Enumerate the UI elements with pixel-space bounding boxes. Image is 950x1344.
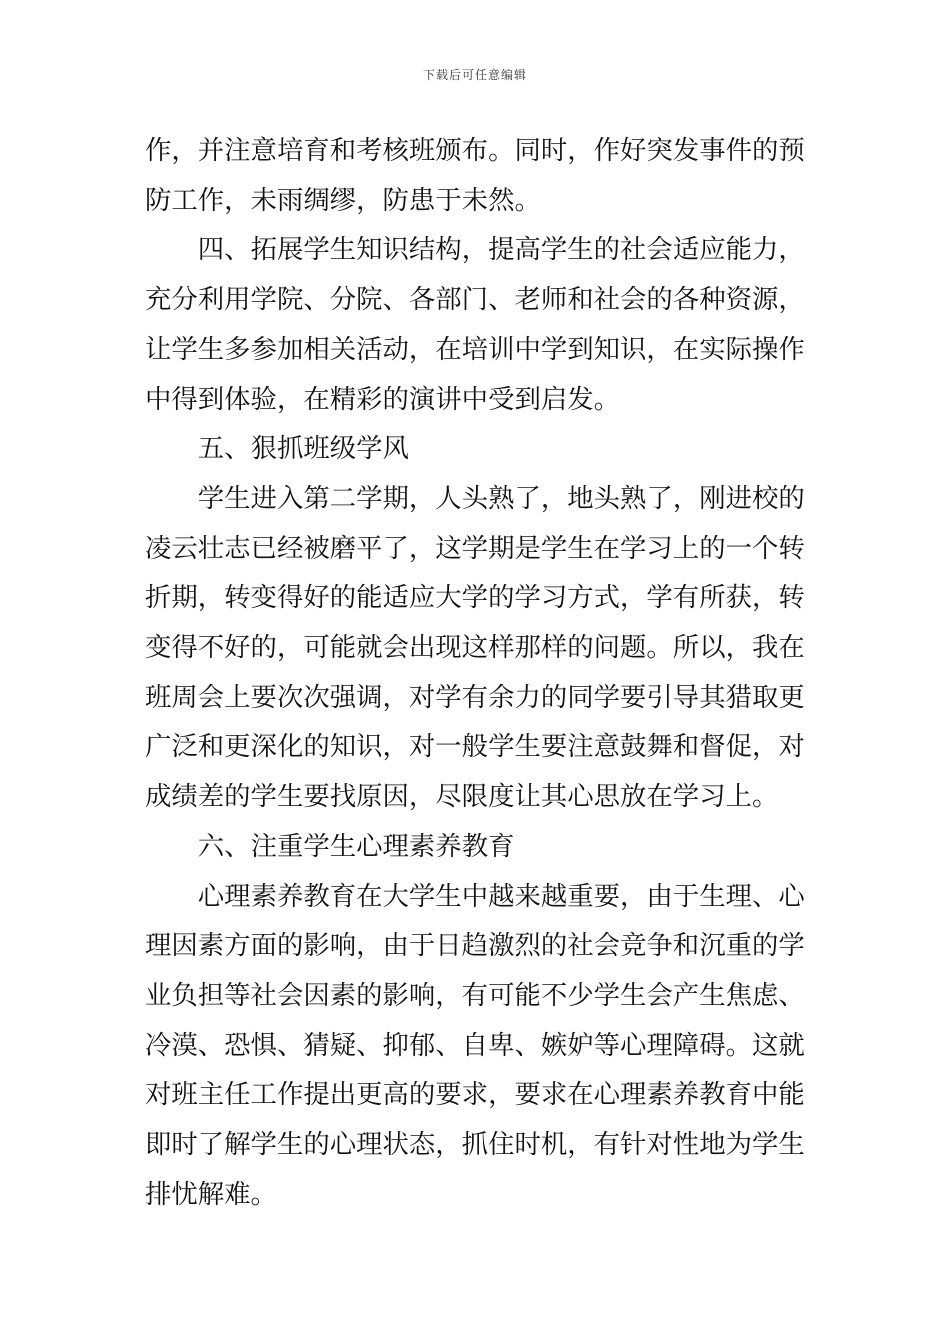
heading-section-six: 六、注重学生心理素养教育	[197, 830, 515, 862]
paragraph-continuation: 作，并注意培育和考核班颁布。同时，作好突发事件的预 防工作，未雨绸缪，防患于未然。	[145, 135, 805, 216]
page-header: 下载后可任意编辑	[422, 68, 527, 82]
document-body	[145, 126, 807, 1219]
paragraph-section-six: 心理素养教育在大学生中越来越重要，由于生理、心 理因素方面的影响，由于日趋激烈的社会竞争和沉重的学 业负担等社会因素的影响，有可能不少学生会产生焦虑、 冷漠、恐惧、猜疑、抑郁、自卑、嫉妒等心理障碍。这就 对班主任工作提出更高的要求，要求在心理素养教育中能 即时了解学生的心理状态，抓住时机，有针对性地为学生 排忧解难。	[145, 880, 805, 1210]
heading-section-five: 五、狠抓班级学风	[197, 433, 409, 465]
paragraph-section-five: 学生进入第二学期，人头熟了，地头熟了，刚进校的 凌云壮志已经被磨平了，这学期是学生在学习上的一个转 折期，转变得好的能适应大学的学习方式，学有所获，转 变得不好的，可能就会出现这样那样的问题。所以，我在 班周会上要次次强调，对学有余力的同学要引导其猎取更 广泛和更深化的知识，对一般学生要注意鼓舞和督促，对 成绩差的学生要找原因，尽限度让其心思放在学习上。	[145, 482, 805, 813]
paragraph-section-four: 四、拓展学生知识结构，提高学生的社会适应能力， 充分利用学院、分院、各部门、老师和社会的各种资源， 让学生多参加相关活动，在培训中学到知识，在实际操作 中得到体验，在精彩的演讲中受到启发。	[145, 234, 805, 415]
